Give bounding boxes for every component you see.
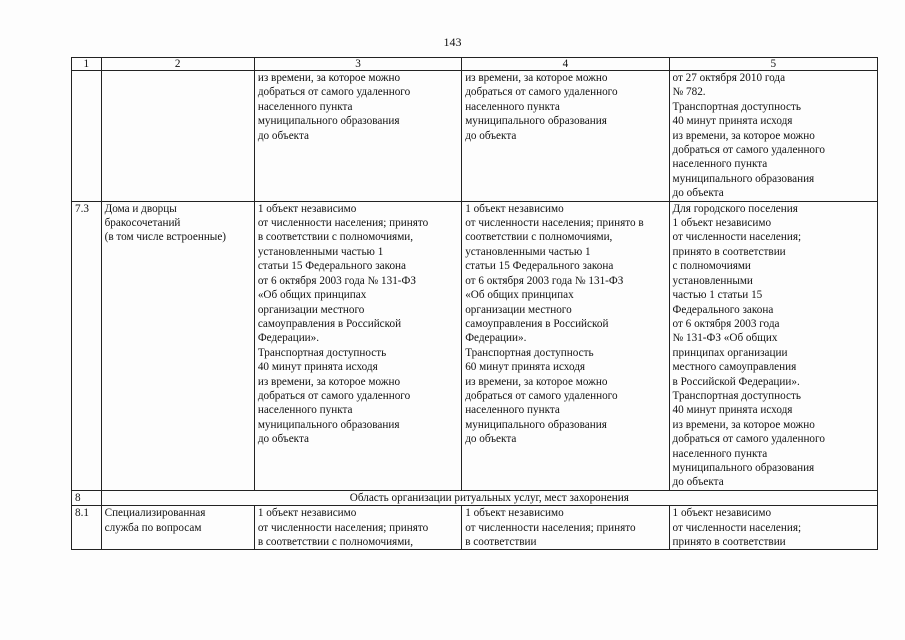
requirement-cell: от 27 октября 2010 года № 782. Транспортная доступность 40 минут принята исходя из времени, за которое можно добраться от самого удаленного населенного пункта муниципального образования до объекта <box>669 71 877 202</box>
requirements-table <box>71 57 878 550</box>
column-number-2: 2 <box>101 58 254 71</box>
requirement-cell: из времени, за которое можно добраться от самого удаленного населенного пункта муниципального образования до объекта <box>254 71 461 202</box>
row-number-cell: 8.1 <box>72 506 102 550</box>
object-name-cell: Дома и дворцы бракосочетаний (в том числе встроенные) <box>101 201 254 490</box>
section-title: Область организации ритуальных услуг, мест захоронения <box>101 490 877 505</box>
section-row <box>72 490 878 505</box>
object-name-cell <box>101 71 254 202</box>
column-number-1: 1 <box>72 58 102 71</box>
column-number-3: 3 <box>254 58 461 71</box>
column-number-4: 4 <box>462 58 669 71</box>
column-number-5: 5 <box>669 58 877 71</box>
row-number-cell: 7.3 <box>72 201 102 490</box>
requirement-cell: 1 объект независимо от численности населения; принято в соответствии с полномочиями, установленными частью 1 статьи 15 Федерального закона от 6 октября 2003 года № 131-ФЗ «Об общих принципах организации местного самоуправления в Российской Федерации». Транспортная доступность 40 минут принята исходя из времени, за которое можно добраться от самого удаленного населенного пункта муниципального образования до объекта <box>254 201 461 490</box>
row-number-cell: 8 <box>72 490 102 505</box>
requirement-cell: 1 объект независимо от численности населения; принято в соответствии <box>669 506 877 550</box>
table-row <box>72 506 878 550</box>
requirement-cell: 1 объект независимо от численности населения; принято в соответствии с полномочиями, <box>254 506 461 550</box>
object-name-cell: Специализированная служба по вопросам <box>101 506 254 550</box>
page-number: 143 <box>443 35 462 49</box>
requirement-cell: Для городского поселения 1 объект независимо от численности населения; принято в соответствии с полномочиями установленными частью 1 статьи 15 Федерального закона от 6 октября 2003 года № 131-ФЗ «Об общих принципах организации местного самоуправления в Российской Федерации». Транспортная доступность 40 минут принята исходя из времени, за которое можно добраться от самого удаленного населенного пункта муниципального образования до объекта <box>669 201 877 490</box>
requirement-cell: из времени, за которое можно добраться от самого удаленного населенного пункта муниципального образования до объекта <box>462 71 669 202</box>
table-header-row <box>72 58 878 71</box>
table-row <box>72 71 878 202</box>
requirement-cell: 1 объект независимо от численности населения; принято в соответствии с полномочиями, установленными частью 1 статьи 15 Федерального закона от 6 октября 2003 года № 131-ФЗ «Об общих принципах организации местного самоуправления в Российской Федерации». Транспортная доступность 60 минут принята исходя из времени, за которое можно добраться от самого удаленного населенного пункта муниципального образования до объекта <box>462 201 669 490</box>
requirement-cell: 1 объект независимо от численности населения; принято в соответствии <box>462 506 669 550</box>
table-row <box>72 201 878 490</box>
row-number-cell <box>72 71 102 202</box>
